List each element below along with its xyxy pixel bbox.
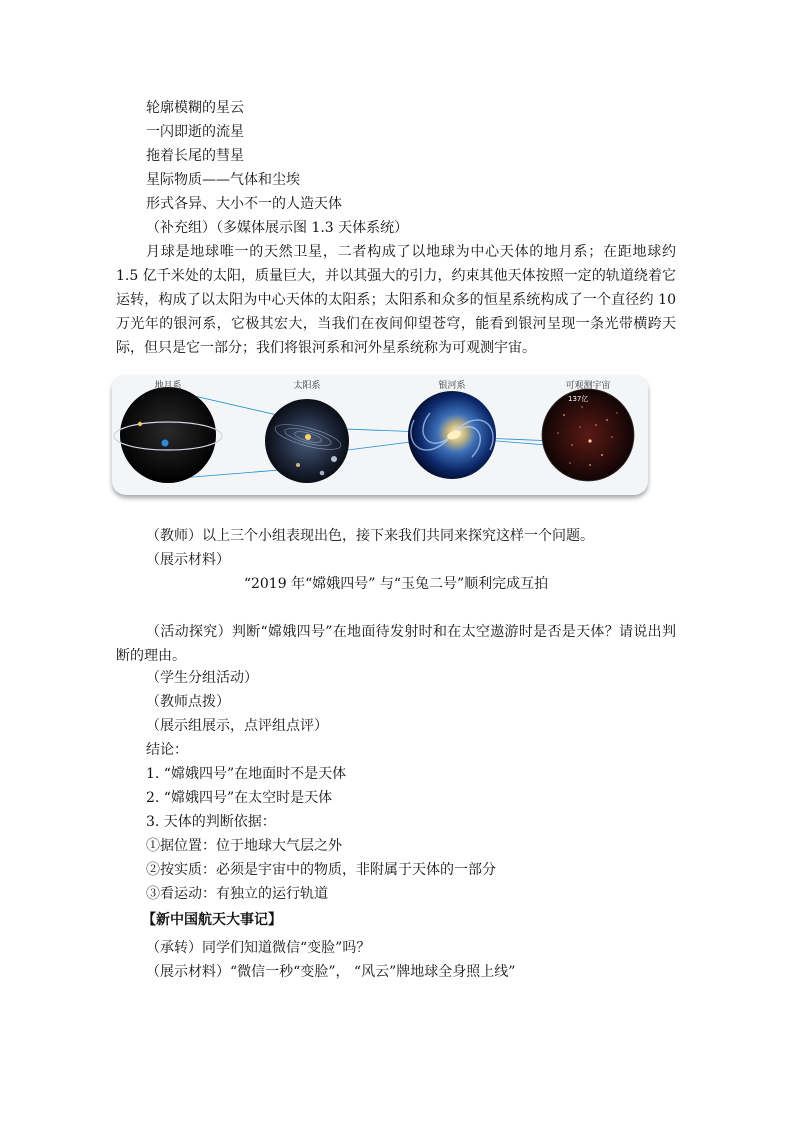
text-line: 形式各异、大小不一的人造天体 (146, 196, 342, 212)
list-item: 3. 天体的判断依据： (146, 814, 276, 830)
text-line: 结论： (146, 742, 188, 758)
text-line: 星际物质——气体和尘埃 (146, 172, 300, 188)
material-title: “2019 年“嫦娥四号” 与“玉兔二号”顺利完成互拍 (243, 576, 549, 592)
list-item: 2. “嫦娥四号”在太空时是天体 (146, 790, 333, 806)
label-observable-universe: 可观测宇宙 (565, 381, 611, 391)
text-line: （补充组）（多媒体展示图 1.3 天体系统） (146, 220, 409, 236)
label-earth-moon: 地月系 (154, 381, 182, 391)
text-line: 轮廓模糊的星云 (146, 100, 244, 116)
teacher-line: （教师）以上三个小组表现出色，接下来我们共同来探究这样一个问题。 (146, 528, 594, 544)
list-item: ③看运动：有独立的运行轨道 (146, 886, 328, 902)
activity-paragraph: （活动探究）判断“嫦娥四号”在地面待发射时和在太空遨游时是否是天体？请说出判断的理由。 (116, 624, 676, 664)
text-line: （展示组展示，点评组点评） (146, 718, 328, 734)
paragraph-celestial-systems: 月球是地球唯一的天然卫星，二者构成了以地球为中心天体的地月系；在距地球约 1.5 亿千米处的太阳，质量巨大，并以其强大的引力，约束其他天体按照一定的轨道绕着它运转，构成了以太阳为中心天体的太阳系；太阳系和众多的恒星系统构成了一个直径约 10 万光年的银河系，它极其宏大，当我们在夜间仰望苍穹，能看到银河呈现一条光带横跨天际，但只是它一部分；我们将银河系和河外星系统称为可观测宇宙。 (116, 244, 676, 356)
universe-number: 137亿 (568, 395, 589, 403)
text-line: 一闪即逝的流星 (146, 124, 244, 140)
text-line: （展示材料）“微信一秒“变脸”， “风云”牌地球全身照上线” (146, 964, 516, 980)
list-item: 1. “嫦娥四号”在地面时不是天体 (146, 766, 347, 782)
text-line: （学生分组活动） (146, 670, 258, 686)
label-milky-way: 银河系 (438, 381, 466, 391)
material-label: （展示材料） (146, 552, 230, 568)
earth-moon-sphere (120, 387, 216, 483)
text-line: 拖着长尾的彗星 (146, 148, 244, 164)
text-line: （教师点拨） (146, 694, 230, 710)
list-item: ①据位置：位于地球大气层之外 (146, 838, 342, 854)
celestial-systems-illustration (112, 375, 648, 495)
list-item: ②按实质：必须是宇宙中的物质，非附属于天体的一部分 (146, 862, 496, 878)
section-heading: 【新中国航天大事记】 (142, 912, 282, 928)
label-solar-system: 太阳系 (293, 381, 321, 391)
text-line: （承转）同学们知道微信“变脸”吗？ (146, 940, 371, 956)
celestial-systems-figure (112, 375, 648, 495)
